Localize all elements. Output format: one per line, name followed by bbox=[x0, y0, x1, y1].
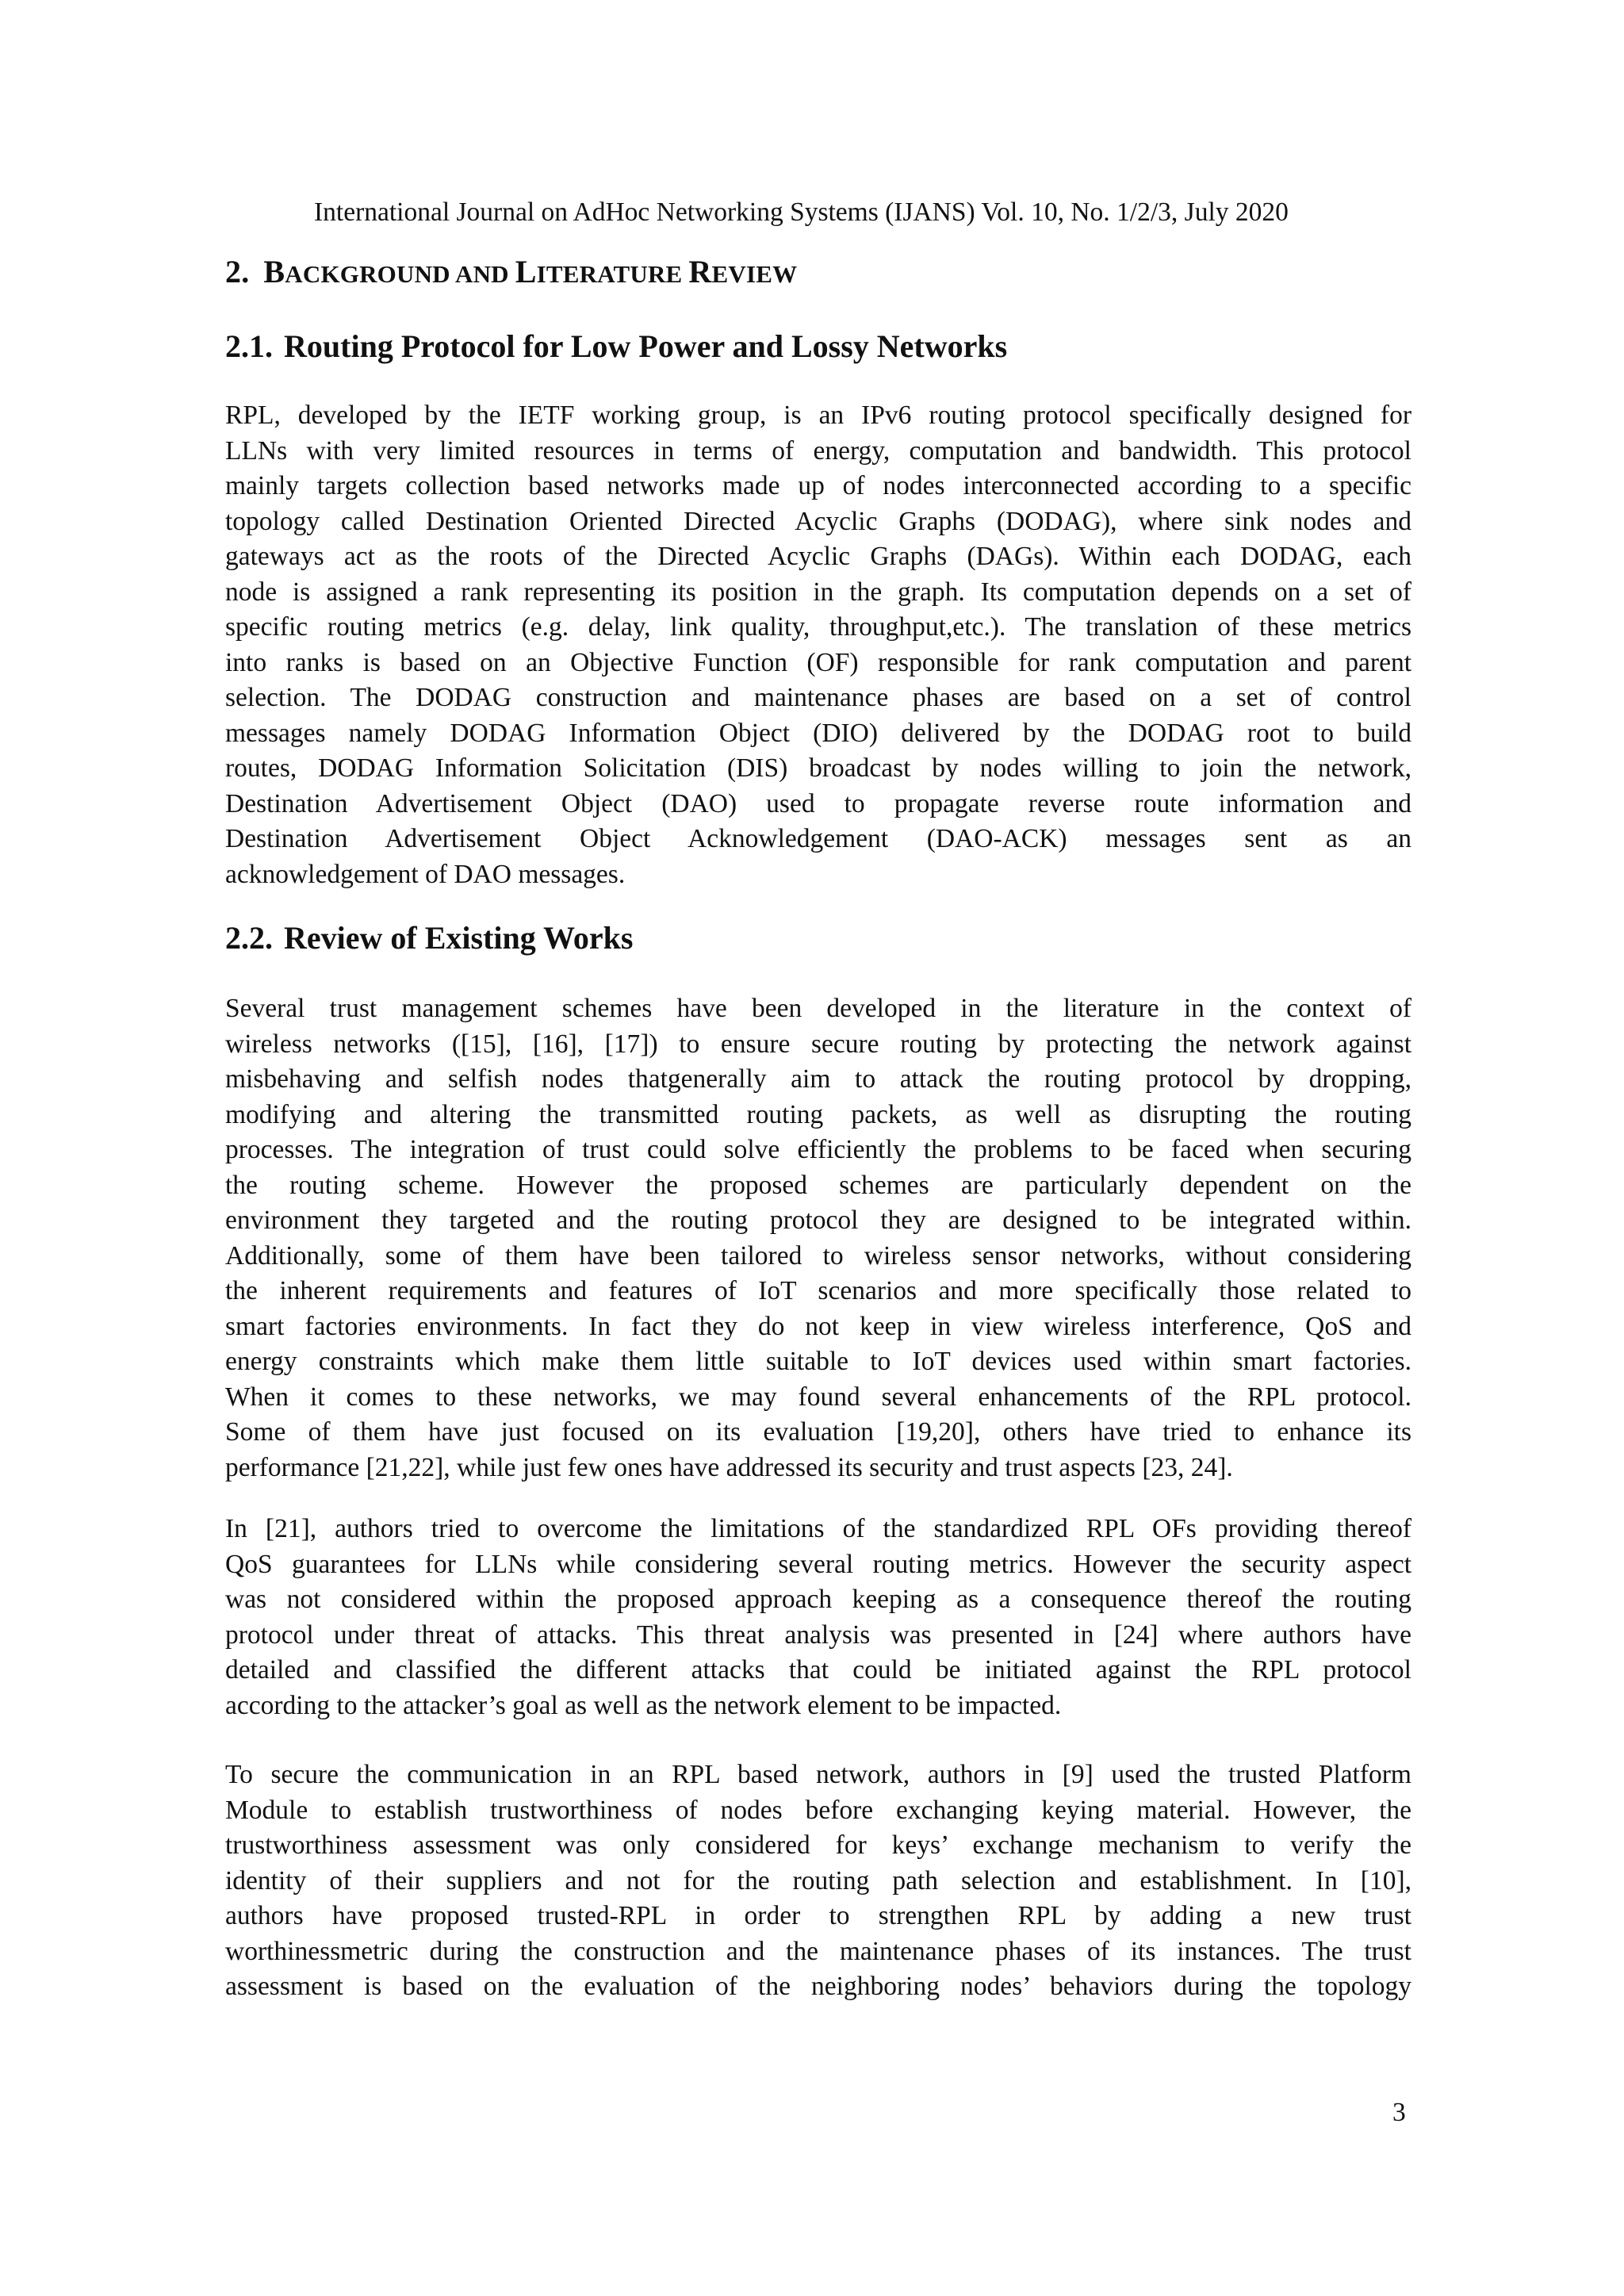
section-number: 2. bbox=[225, 254, 250, 289]
text-line: misbehaving and selfish nodes thatgenerally aim to attack the routing protocol by dropping, bbox=[225, 1064, 1411, 1094]
subsection-heading-2-1 bbox=[225, 327, 1007, 366]
text-line: RPL, developed by the IETF working group, is an IPv6 routing protocol specifically designed for bbox=[225, 401, 1411, 430]
subsection-number: 2.1. bbox=[225, 328, 273, 364]
paragraph-rpl-overview bbox=[225, 398, 1411, 892]
subsection-title: Review of Existing Works bbox=[284, 920, 634, 956]
text-line: routes, DODAG Information Solicitation (DIS) broadcast by nodes willing to join the network, bbox=[225, 753, 1411, 783]
text-line: specific routing metrics (e.g. delay, link quality, throughput,etc.). The translation of these metrics bbox=[225, 612, 1411, 642]
text-line: smart factories environments. In fact they do not keep in view wireless interference, QoS and bbox=[225, 1311, 1411, 1341]
text-line: worthinessmetric during the construction and the maintenance phases of its instances. The trust bbox=[225, 1936, 1411, 1966]
text-line: mainly targets collection based networks made up of nodes interconnected according to a specific bbox=[225, 471, 1411, 500]
text-line: node is assigned a rank representing its position in the graph. Its computation depends on a set of bbox=[225, 577, 1411, 607]
text-line: When it comes to these networks, we may found several enhancements of the RPL protocol. bbox=[225, 1382, 1411, 1412]
text-line: the inherent requirements and features of IoT scenarios and more specifically those related to bbox=[225, 1276, 1411, 1305]
text-line: topology called Destination Oriented Directed Acyclic Graphs (DODAG), where sink nodes and bbox=[225, 506, 1411, 536]
text-line: was not considered within the proposed approach keeping as a consequence thereof the routing bbox=[225, 1585, 1411, 1614]
text-line: into ranks is based on an Objective Function (OF) responsible for rank computation and parent bbox=[225, 647, 1411, 677]
text-line: processes. The integration of trust could solve efficiently the problems to be faced when securing bbox=[225, 1135, 1411, 1164]
section-heading bbox=[225, 252, 797, 294]
text-line: identity of their suppliers and not for the routing path selection and establishment. In [10], bbox=[225, 1865, 1411, 1895]
text-line: protocol under threat of attacks. This threat analysis was presented in [24] where authors have bbox=[225, 1619, 1411, 1650]
text-line: gateways act as the roots of the Directed Acyclic Graphs (DAGs). Within each DODAG, each bbox=[225, 542, 1411, 571]
text-line: energy constraints which make them little suitable to IoT devices used within smart factories. bbox=[225, 1347, 1411, 1376]
text-line: Some of them have just focused on its evaluation [19,20], others have tried to enhance its bbox=[225, 1417, 1411, 1447]
text-line: messages namely DODAG Information Object (DIO) delivered by the DODAG root to build bbox=[225, 718, 1411, 748]
text-line: selection. The DODAG construction and maintenance phases are based on a set of control bbox=[225, 683, 1411, 712]
section-title: BACKGROUND AND LITERATURE REVIEW bbox=[263, 254, 798, 289]
page-number: 3 bbox=[1392, 2098, 1406, 2127]
text-line: Destination Advertisement Object (DAO) used to propagate reverse route information and bbox=[225, 788, 1411, 818]
text-line: wireless networks ([15], [16], [17]) to ensure secure routing by protecting the network against bbox=[225, 1029, 1411, 1059]
text-line: QoS guarantees for LLNs while considering several routing metrics. However the security aspect bbox=[225, 1549, 1411, 1579]
text-line: Additionally, some of them have been tailored to wireless sensor networks, without considering bbox=[225, 1240, 1411, 1271]
text-line: trustworthiness assessment was only considered for keys’ exchange mechanism to verify the bbox=[225, 1830, 1411, 1860]
subsection-number: 2.2. bbox=[225, 920, 273, 956]
text-line: performance [21,22], while just few ones have addressed its security and trust aspects [23, 24]. bbox=[225, 1452, 1233, 1482]
text-line: assessment is based on the evaluation of the neighboring nodes’ behaviors during the topology bbox=[225, 1972, 1411, 2001]
text-line: To secure the communication in an RPL based network, authors in [9] used the trusted Platform bbox=[225, 1760, 1411, 1789]
text-line: modifying and altering the transmitted routing packets, as well as disrupting the routing bbox=[225, 1099, 1411, 1129]
text-line: Module to establish trustworthiness of nodes before exchanging keying material. However, the bbox=[225, 1795, 1411, 1825]
subsection-title: Routing Protocol for Low Power and Lossy Networks bbox=[284, 328, 1008, 364]
text-line: according to the attacker’s goal as well as the network element to be impacted. bbox=[225, 1690, 1062, 1720]
paragraph-trust-schemes bbox=[225, 991, 1411, 1485]
text-line: authors have proposed trusted-RPL in order to strengthen RPL by adding a new trust bbox=[225, 1901, 1411, 1930]
text-line: Several trust management schemes have been developed in the literature in the context of bbox=[225, 994, 1411, 1023]
running-header: International Journal on AdHoc Networking Systems (IJANS) Vol. 10, No. 1/2/3, July 2020 bbox=[314, 197, 1289, 227]
paragraph-trusted-rpl bbox=[225, 1757, 1411, 2005]
text-line: In [21], authors tried to overcome the limitations of the standardized RPL OFs providing thereof bbox=[225, 1514, 1411, 1543]
text-line: the routing scheme. However the proposed schemes are particularly dependent on the bbox=[225, 1170, 1411, 1200]
subsection-heading-2-2 bbox=[225, 918, 633, 958]
text-line: Destination Advertisement Object Acknowledgement (DAO-ACK) messages sent as an bbox=[225, 824, 1411, 853]
text-line: LLNs with very limited resources in terms of energy, computation and bandwidth. This protocol bbox=[225, 435, 1411, 466]
paragraph-rpl-ofs bbox=[225, 1512, 1411, 1723]
text-line: environment they targeted and the routing protocol they are designed to be integrated within. bbox=[225, 1205, 1411, 1235]
text-line: detailed and classified the different attacks that could be initiated against the RPL protocol bbox=[225, 1655, 1411, 1685]
text-line: acknowledgement of DAO messages. bbox=[225, 859, 626, 889]
